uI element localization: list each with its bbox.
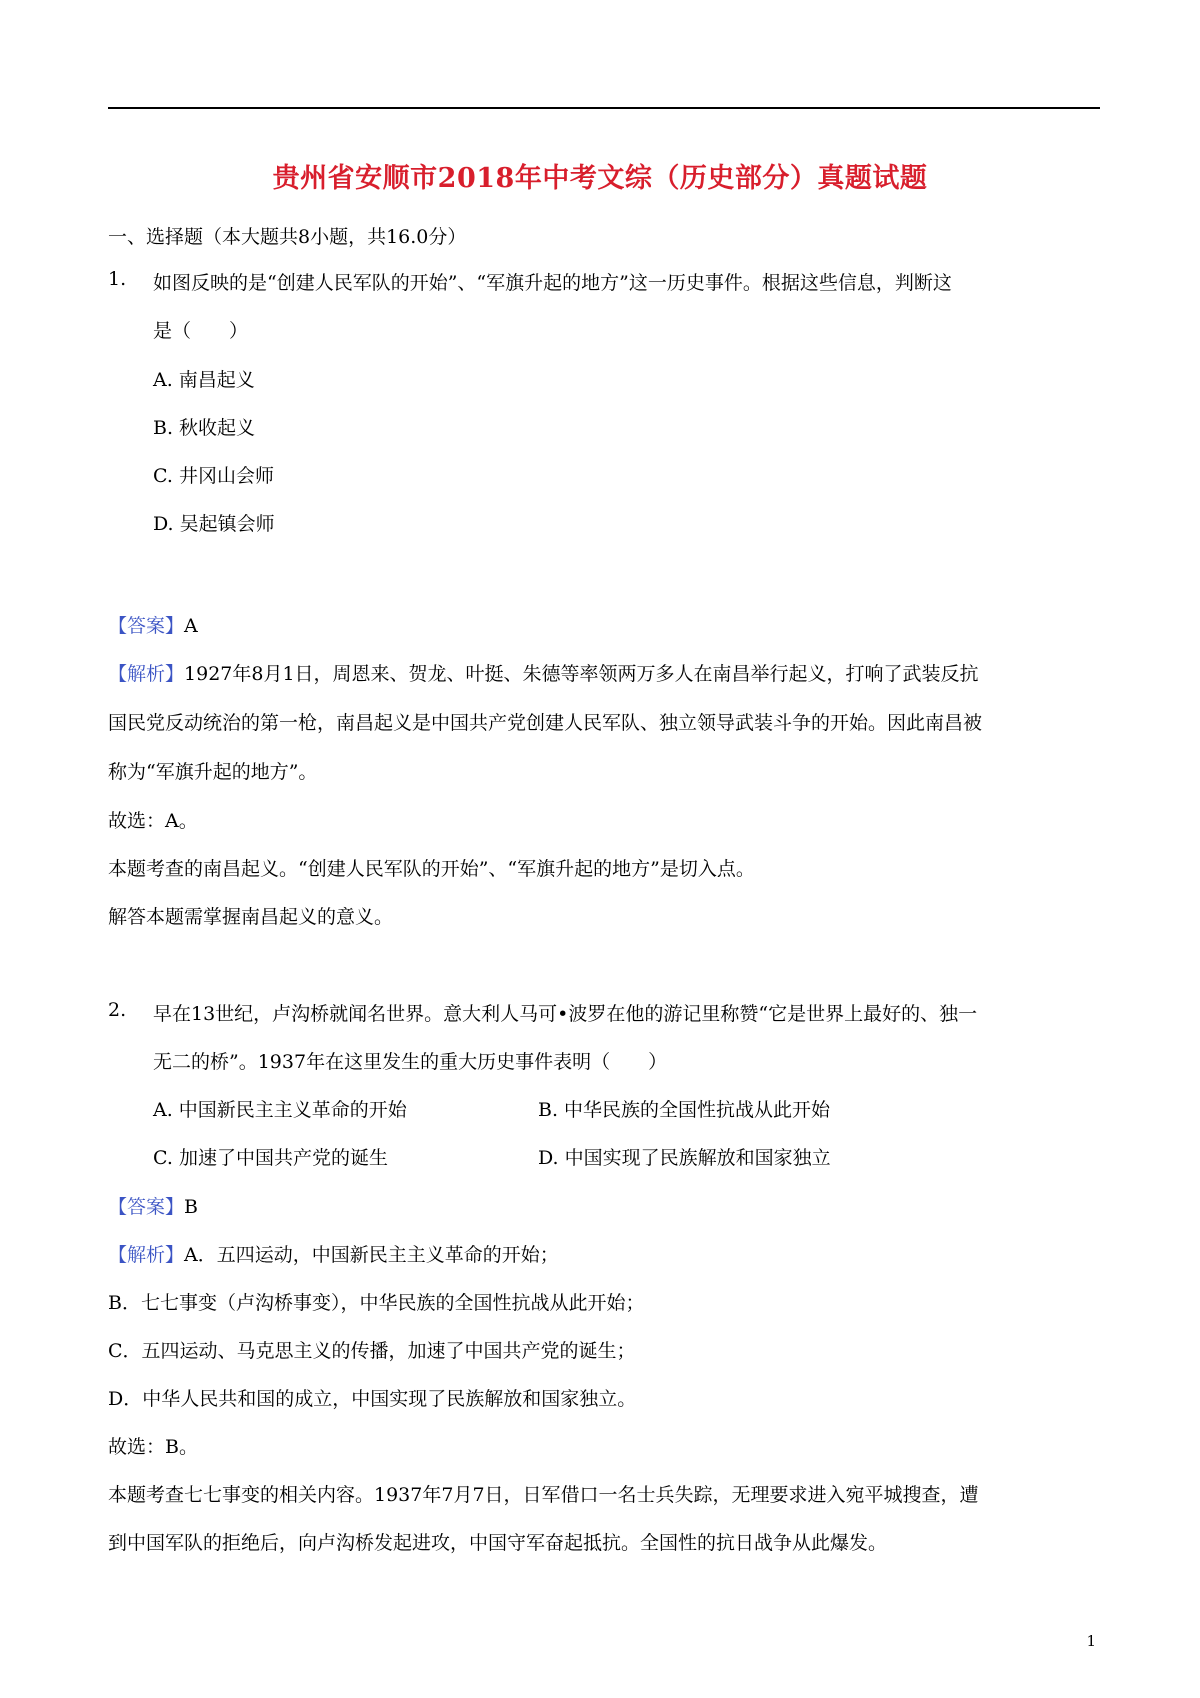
section-heading: 一、选择题（本大题共8小题，共16.0分） [108, 226, 467, 248]
question-2-analysis-d: D．中华人民共和国的成立，中国实现了民族解放和国家独立。 [108, 1388, 637, 1410]
question-2-number: 2. [108, 999, 127, 1021]
question-2-option-c: C. 加速了中国共产党的诞生 [153, 1147, 388, 1169]
analysis-text: 1927年8月1日，周恩来、贺龙、叶挺、朱德等率领两万多人在南昌举行起义，打响了武装反抗 [184, 663, 979, 685]
question-2-option-a: A. 中国新民主主义革命的开始 [153, 1099, 407, 1121]
question-1-number: 1. [108, 268, 127, 290]
question-2-answer [108, 1192, 198, 1219]
document-title: 贵州省安顺市2018年中考文综（历史部分）真题试题 [272, 163, 928, 194]
question-2-choice: 故选：B。 [108, 1436, 198, 1458]
analysis-label: 【解析】 [108, 663, 185, 685]
question-2-note2: 到中国军队的拒绝后，向卢沟桥发起进攻，中国守军奋起抵抗。全国性的抗日战争从此爆发。 [108, 1532, 888, 1554]
question-1-option-d: D. 吴起镇会师 [153, 513, 275, 535]
analysis-label: 【解析】 [108, 1244, 185, 1266]
header-rule [108, 107, 1100, 109]
question-1-analysis-line3: 称为“军旗升起的地方”。 [108, 761, 318, 783]
question-2-option-d: D. 中国实现了民族解放和国家独立 [538, 1147, 831, 1169]
question-1-option-a: A. 南昌起义 [153, 369, 255, 391]
question-1-choice: 故选：A。 [108, 810, 198, 832]
question-1-option-b: B. 秋收起义 [153, 417, 256, 439]
question-1-note2: 解答本题需掌握南昌起义的意义。 [108, 906, 394, 928]
answer-label: 【答案】 [108, 1196, 185, 1218]
answer-value: A [184, 615, 198, 637]
answer-label: 【答案】 [108, 615, 185, 637]
analysis-text: A．五四运动，中国新民主主义革命的开始； [184, 1244, 559, 1266]
question-1-analysis-line1 [108, 659, 979, 686]
question-2-stem-line2: 无二的桥”。1937年在这里发生的重大历史事件表明（ ） [153, 1051, 668, 1073]
question-1-note1: 本题考查的南昌起义。“创建人民军队的开始”、“军旗升起的地方”是切入点。 [108, 858, 755, 880]
question-2-stem-line1: 早在13世纪，卢沟桥就闻名世界。意大利人马可•波罗在他的游记里称赞“它是世界上最好的、独一 [153, 1003, 978, 1025]
question-1-analysis-line2: 国民党反动统治的第一枪，南昌起义是中国共产党创建人民军队、独立领导武装斗争的开始。因此南昌被 [108, 712, 983, 734]
page-number: 1 [1086, 1632, 1096, 1650]
question-1-stem-line1: 如图反映的是“创建人民军队的开始”、“军旗升起的地方”这一历史事件。根据这些信息，判断这 [153, 272, 952, 294]
question-1-answer [108, 611, 198, 638]
question-2-analysis-b: B．七七事变（卢沟桥事变），中华民族的全国性抗战从此开始； [108, 1292, 645, 1314]
question-2-option-b: B. 中华民族的全国性抗战从此开始 [538, 1099, 831, 1121]
question-2-analysis-c: C．五四运动、马克思主义的传播，加速了中国共产党的诞生； [108, 1340, 636, 1362]
answer-value: B [184, 1196, 198, 1218]
question-1-stem-line2: 是（ ） [153, 320, 249, 342]
question-2-note1: 本题考查七七事变的相关内容。1937年7月7日，日军借口一名士兵失踪，无理要求进入宛平城搜查，遭 [108, 1484, 979, 1506]
question-1-option-c: C. 井冈山会师 [153, 465, 274, 487]
question-2-analysis-a [108, 1240, 559, 1267]
